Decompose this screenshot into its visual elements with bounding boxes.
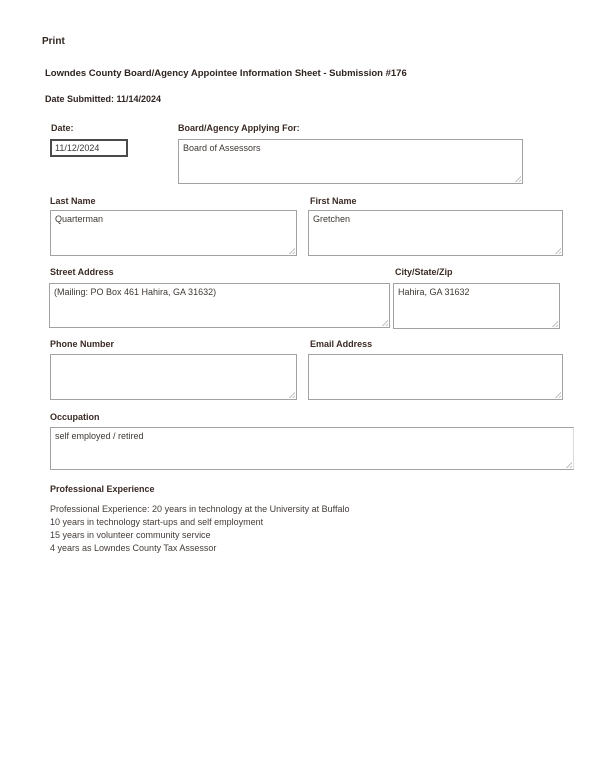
page-title: Lowndes County Board/Agency Appointee Information Sheet - Submission #176 xyxy=(45,68,407,79)
city-state-zip-label: City/State/Zip xyxy=(395,267,453,277)
board-agency-label: Board/Agency Applying For: xyxy=(178,123,300,133)
experience-line: 15 years in volunteer community service xyxy=(50,530,211,540)
experience-line: 4 years as Lowndes County Tax Assessor xyxy=(50,543,217,553)
experience-line: Professional Experience: 20 years in technology at the University at Buffalo xyxy=(50,504,350,514)
date-input[interactable] xyxy=(50,139,128,157)
professional-experience-text xyxy=(50,503,350,555)
first-name-label: First Name xyxy=(310,196,357,206)
street-address-label: Street Address xyxy=(50,267,114,277)
occupation-textarea[interactable]: self employed / retired xyxy=(50,427,574,470)
last-name-textarea[interactable]: Quarterman xyxy=(50,210,297,256)
board-agency-textarea[interactable]: Board of Assessors xyxy=(178,139,523,184)
phone-number-label: Phone Number xyxy=(50,339,115,349)
date-submitted-text: Date Submitted: 11/14/2024 xyxy=(45,94,162,104)
street-address-textarea[interactable]: (Mailing: PO Box 461 Hahira, GA 31632) xyxy=(49,283,390,328)
experience-line: 10 years in technology start-ups and self employment xyxy=(50,517,264,527)
city-state-zip-textarea[interactable]: Hahira, GA 31632 xyxy=(393,283,560,329)
date-label: Date: xyxy=(51,123,74,133)
phone-number-textarea[interactable] xyxy=(50,354,297,400)
email-address-textarea[interactable] xyxy=(308,354,563,400)
first-name-textarea[interactable]: Gretchen xyxy=(308,210,563,256)
email-address-label: Email Address xyxy=(310,339,373,349)
print-button[interactable]: Print xyxy=(42,36,65,47)
occupation-label: Occupation xyxy=(50,412,100,422)
last-name-label: Last Name xyxy=(50,196,96,206)
professional-experience-label: Professional Experience xyxy=(50,484,155,494)
